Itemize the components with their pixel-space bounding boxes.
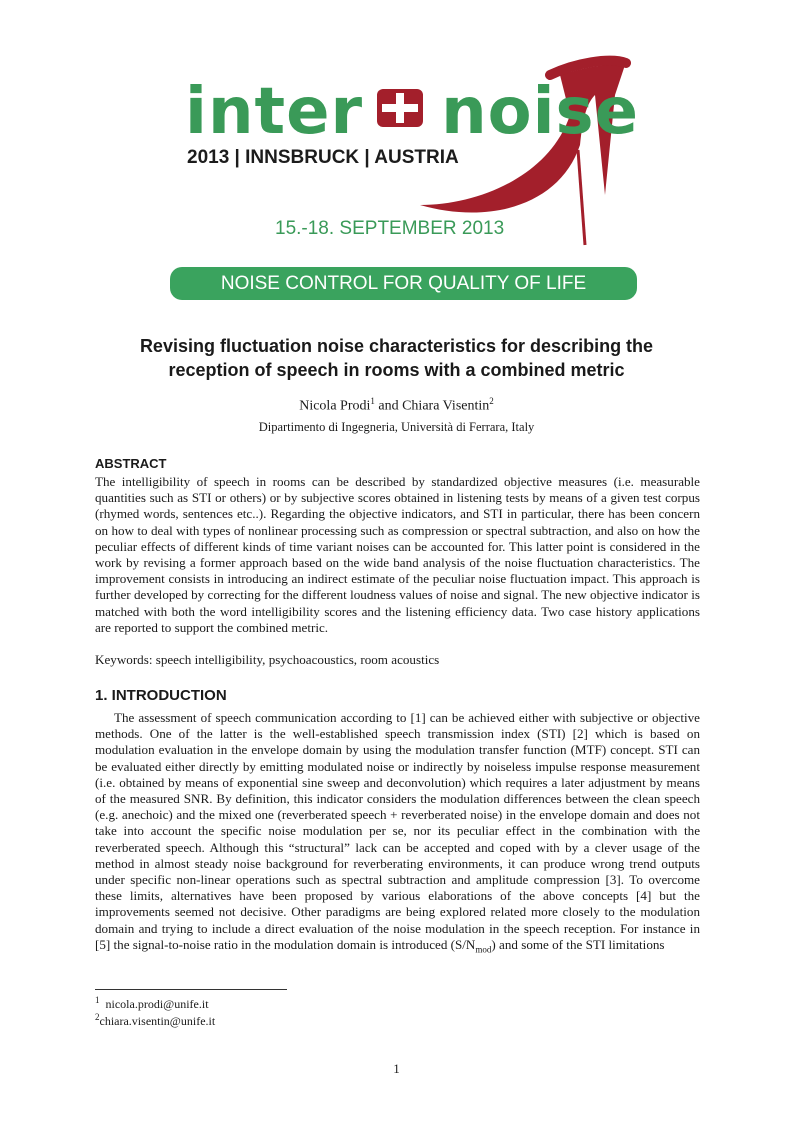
footnote-divider: [95, 989, 287, 990]
authors: [0, 396, 793, 415]
introduction-heading: 1. INTRODUCTION: [95, 687, 227, 704]
affiliation: Dipartimento di Ingegneria, Università di Ferrara, Italy: [258, 420, 535, 434]
author-2-footnote-mark: 2: [489, 396, 494, 406]
footnote-1-email: nicola.prodi@unife.it: [105, 997, 209, 1011]
logo-word-noise: noise: [441, 75, 640, 149]
author-2: Chiara Visentin: [402, 398, 490, 414]
keywords: Keywords: speech intelligibility, psychoacoustics, room acoustics: [95, 652, 440, 667]
cross-emblem-icon: [377, 85, 423, 131]
footnote-2-email: chiara.visentin@unife.it: [99, 1014, 216, 1028]
logo-word-inter: inter: [185, 75, 364, 149]
introduction-body: The assessment of speech communication according to [1] can be achieved either with subjective or objective methods. One of the latter is the well-established speech transmission index (STI) [2] which is based on modulation evaluation in the envelope domain by using the modulation transfer function (MTF) concept. STI can be evaluated either directly by emitting modulated noise or indirectly by noiseless impulse response measurement (i.e. obtained by means of exponential sine sweep and deconvolution) which requires a later adjustment by means of the measured SNR. By definition, this indicator considers the modulation differences between the clean speech (e.g. anechoic) and the mixed one (reverberated speech + reverberated noise) in the envelope domain and does not take into account the specific noise modulation per se, nor its peculiar effect in the combination with the reverberated speech. Although this “structural” lack can be accepted and coped with by a clever usage of the method in almost steady noise background for reverberating environments, it can produce wrong trend outputs under specific non-linear operations such as spectral subtraction and amplitude compression [3]. To overcome these limits, alternatives have been proposed by various elaborations of the above concepts [4] but the improvements seemed not decisive. Other paradigms are being explored related more closely to the modulation domain and trying to include a direct evaluation of the noise modulation in the speech reception. For instance in [5] the signal-to-noise ratio in the modulation domain is introduced (S/N: [95, 710, 700, 952]
introduction-body-end: ) and some of the STI limitations: [491, 936, 665, 952]
conference-year-place: 2013 | INNSBRUCK | AUSTRIA: [187, 147, 459, 168]
author-separator: and: [374, 398, 403, 414]
footnote-2-mark: 2: [95, 1012, 100, 1022]
introduction-subscript: mod: [475, 944, 492, 955]
conference-theme-banner: NOISE CONTROL FOR QUALITY OF LIFE: [170, 267, 637, 300]
abstract-text: The intelligibility of speech in rooms can be described by standardized objective measures (i.e. measurable quantities such as STI or others) or by subjective scores obtained in listening tests by means of a given test corpus (rhymed words, sentences etc..). Regarding the objective indicators, and STI in particular, there has been concern on how to deal with types of nonlinear processing such as compression or spectral subtraction, and also on how the peculiar effects of different kinds of time variant noises can be accounted for. This latter point is considered in the work by revising a former approach based on the wide band analysis of the noise fluctuation characteristics. The improvement consists in introducing an indirect estimate of the peculiar noise fluctuation impact. This approach is further developed by correcting for the different loudness values of noise and signal. The new objective indicator is matched with both the word intelligibility scores and the listening efficiency data. Two case history applications are reported to support the combined metric.: [95, 474, 700, 635]
footnote-2: [95, 1012, 215, 1029]
abstract-heading: ABSTRACT: [95, 456, 167, 471]
conference-logo: [185, 75, 640, 149]
footnote-1-mark: 1: [95, 995, 100, 1005]
author-1: Nicola Prodi: [299, 398, 371, 414]
author-1-footnote-mark: 1: [370, 396, 375, 406]
footnote-1: [95, 995, 209, 1012]
conference-dates: 15.-18. SEPTEMBER 2013: [275, 218, 505, 239]
page-number: 1: [393, 1061, 400, 1076]
paper-title-line-1: Revising fluctuation noise characteristics for describing the: [139, 336, 654, 356]
paper-title-line-2: reception of speech in rooms with a combined metric: [168, 360, 625, 380]
introduction-text: [95, 710, 700, 958]
